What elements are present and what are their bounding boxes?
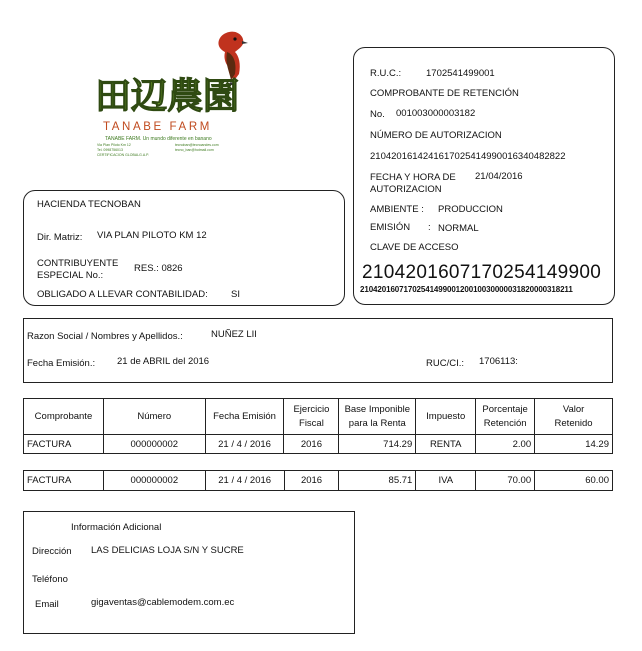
special-taxpayer-label-2: ESPECIAL No.: bbox=[37, 270, 104, 281]
info-email-label: Email bbox=[35, 599, 59, 610]
issuer-name: HACIENDA TECNOBAN bbox=[37, 199, 141, 210]
table-cell: 2016 bbox=[284, 471, 339, 491]
col-header: Porcentaje Retención bbox=[476, 399, 535, 435]
info-address-value: LAS DELICIAS LOJA S/N Y SUCRE bbox=[91, 545, 244, 556]
retention-table bbox=[23, 398, 613, 454]
table-cell: IVA bbox=[416, 471, 476, 491]
table-cell: 000000002 bbox=[103, 435, 205, 454]
access-key-label: CLAVE DE ACCESO bbox=[370, 242, 459, 253]
company-logo bbox=[95, 30, 255, 165]
issuer-address-label: Dir. Matriz: bbox=[37, 232, 83, 243]
table-cell: 21 / 4 / 2016 bbox=[205, 471, 284, 491]
ruc-label: R.U.C.: bbox=[370, 68, 402, 79]
logo-tagline: TANABE FARM. Un mundo diferente en banano bbox=[105, 136, 212, 142]
special-taxpayer-value: RES.: 0826 bbox=[134, 263, 183, 274]
doc-number-label: No. bbox=[370, 109, 385, 120]
emision-label: EMISIÓN bbox=[370, 222, 411, 233]
table-cell: FACTURA bbox=[24, 435, 104, 454]
col-header: Comprobante bbox=[24, 399, 104, 435]
subject-ruc-value: 1706113: bbox=[479, 356, 518, 367]
table-cell: RENTA bbox=[416, 435, 476, 454]
access-key-large: 2104201607170254149900 bbox=[362, 262, 602, 283]
ambiente-value: PRODUCCION bbox=[438, 204, 503, 215]
table-cell: 714.29 bbox=[339, 435, 416, 454]
auth-number-value: 2104201614241617025414990016340482822 bbox=[370, 151, 566, 162]
auth-number-label: NÚMERO DE AUTORIZACION bbox=[370, 130, 502, 141]
table-cell: 14.29 bbox=[535, 435, 613, 454]
doc-number-value: 001003000003182 bbox=[396, 108, 476, 119]
table-cell: 70.00 bbox=[476, 471, 535, 491]
table-row bbox=[24, 471, 613, 491]
table-header-row bbox=[24, 399, 613, 435]
business-name-value: NUÑEZ LII bbox=[211, 329, 257, 340]
emision-colon: : bbox=[428, 222, 431, 233]
ambiente-label: AMBIENTE : bbox=[370, 204, 424, 215]
auth-datetime-label-2: AUTORIZACION bbox=[370, 184, 442, 195]
table-cell: 000000002 bbox=[103, 471, 205, 491]
col-header: Fecha Emisión bbox=[205, 399, 284, 435]
info-address-label: Dirección bbox=[32, 546, 72, 557]
access-key-barcode-text: 2104201607170254149900120010030000031820000318211 bbox=[360, 285, 573, 294]
table-row bbox=[24, 435, 613, 454]
issue-date-value: 21 de ABRIL del 2016 bbox=[117, 356, 210, 367]
col-header: Base Imponible para la Renta bbox=[339, 399, 416, 435]
auth-datetime-label: FECHA Y HORA DE bbox=[370, 172, 456, 183]
info-phone-label: Teléfono bbox=[32, 574, 68, 585]
col-header: Valor Retenido bbox=[535, 399, 613, 435]
logo-emails: tecnoban@tecnoandes.com tecno_ban@hotmail.com bbox=[175, 143, 219, 152]
ruc-value: 1702541499001 bbox=[426, 68, 495, 79]
emision-value: NORMAL bbox=[438, 223, 479, 234]
logo-chars: 田辺農園 bbox=[95, 76, 240, 117]
auth-datetime-value: 21/04/2016 bbox=[475, 171, 523, 182]
table-cell: 21 / 4 / 2016 bbox=[205, 435, 284, 454]
table-cell: 85.71 bbox=[339, 471, 416, 491]
table-cell: 2.00 bbox=[476, 435, 535, 454]
special-taxpayer-label: CONTRIBUYENTE bbox=[37, 258, 119, 269]
table-cell: FACTURA bbox=[24, 471, 104, 491]
subject-ruc-label: RUC/CI.: bbox=[426, 358, 464, 369]
table-cell: 2016 bbox=[284, 435, 339, 454]
table-cell: 60.00 bbox=[535, 471, 613, 491]
additional-info-title: Información Adicional bbox=[71, 522, 162, 533]
subject-box bbox=[23, 318, 613, 383]
document-type: COMPROBANTE DE RETENCIÓN bbox=[370, 88, 519, 99]
col-header: Impuesto bbox=[416, 399, 476, 435]
accounting-value: SI bbox=[231, 289, 240, 300]
issue-date-label: Fecha Emisión.: bbox=[27, 358, 96, 369]
business-name-label: Razon Social / Nombres y Apellidos.: bbox=[27, 331, 183, 342]
logo-address: Via Plan Piloto Km 12 Tel. 0998756013 CERTIFICACION GLOBALG.A.P. bbox=[97, 143, 149, 157]
logo-brand: TANABE FARM bbox=[103, 121, 212, 133]
info-email-value: gigaventas@cablemodem.com.ec bbox=[91, 597, 235, 608]
issuer-address-value: VIA PLAN PILOTO KM 12 bbox=[97, 230, 207, 241]
col-header: Ejercicio Fiscal bbox=[284, 399, 339, 435]
retention-table-2 bbox=[23, 470, 613, 491]
col-header: Número bbox=[103, 399, 205, 435]
accounting-label: OBLIGADO A LLEVAR CONTABILIDAD: bbox=[37, 289, 208, 300]
